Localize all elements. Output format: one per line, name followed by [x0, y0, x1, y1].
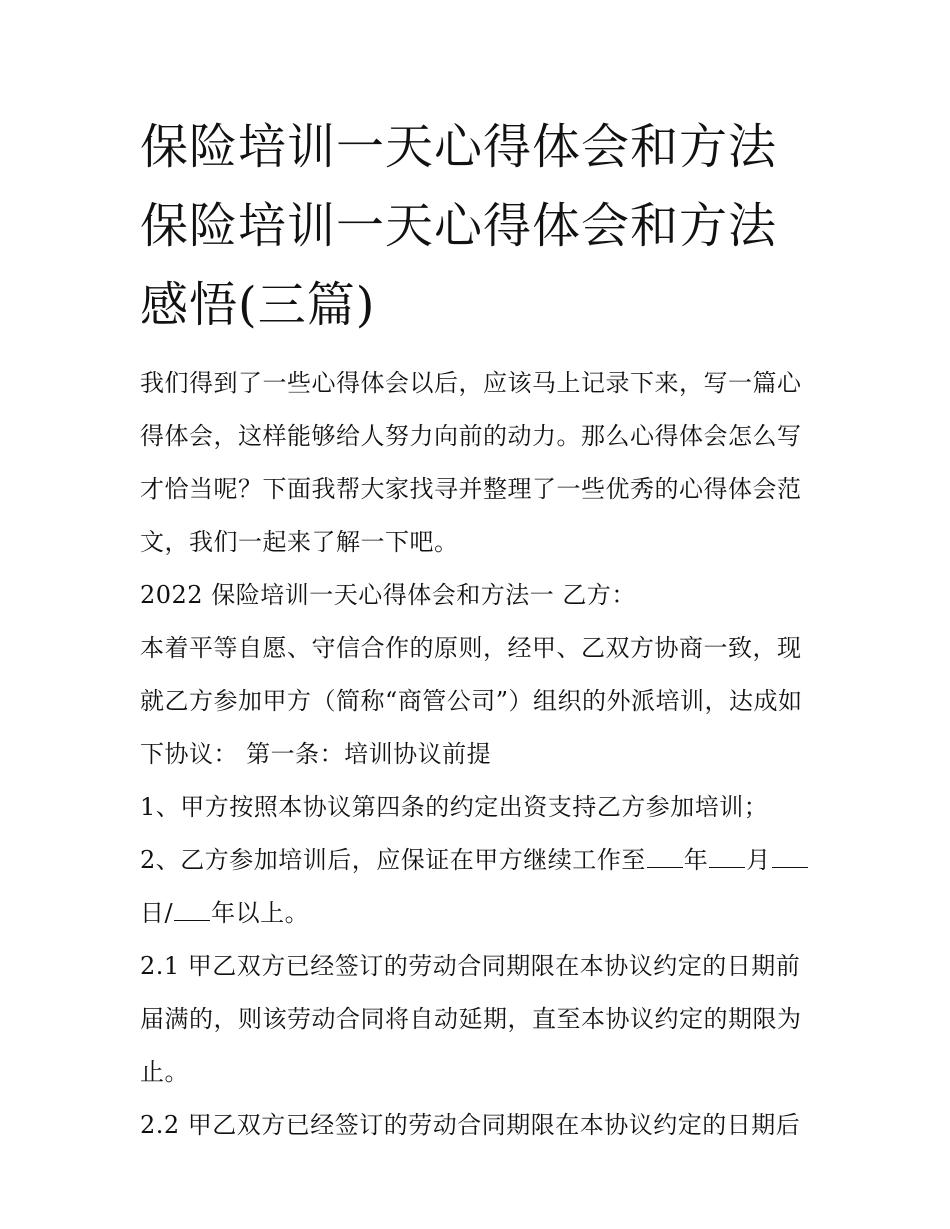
- title-line: 保险培训一天心得体会和方法: [140, 198, 778, 254]
- title-line: 感悟(三篇): [140, 277, 376, 333]
- clause-2-text: 2、乙方参加培训后，应保证在甲方继续工作至: [140, 846, 646, 874]
- clause-2-end: 年以上。: [211, 899, 310, 927]
- clause-1: 1、甲方按照本协议第四条的约定出资支持乙方参加培训；: [140, 793, 769, 821]
- document-body: [140, 108, 820, 1152]
- clause-2-2: 2.2 甲乙双方已经签订的劳动合同期限在本协议约定的日期后: [140, 1111, 801, 1139]
- blank-line: [772, 845, 808, 868]
- clause-2-1: 2.1 甲乙双方已经签订的劳动合同期限在本协议约定的日期前届满的，则该劳动合同将自动延期，直至本协议约定的期限为止。: [140, 952, 802, 1086]
- document-title: [140, 108, 820, 345]
- month-label: 月: [746, 846, 771, 874]
- title-line: 保险培训一天心得体会和方法: [140, 119, 778, 175]
- clause-2: [140, 834, 820, 940]
- intro-paragraph: 我们得到了一些心得体会以后，应该马上记录下来，写一篇心得体会，这样能够给人努力向前的动力。那么心得体会怎么写才恰当呢？下面我帮大家找寻并整理了一些优秀的心得体会范文，我们一起来了解一下吧。: [140, 369, 802, 556]
- blank-line: [709, 845, 745, 868]
- year-label: 年: [683, 846, 709, 874]
- day-label: 日/: [140, 899, 174, 927]
- paragraph-agreement-intro: 本着平等自愿、守信合作的原则，经甲、乙双方协商一致，现就乙方参加甲方（简称“商管公司”）组织的外派培训，达成如下协议： 第一条：培训协议前提: [140, 634, 803, 768]
- blank-line: [647, 845, 683, 868]
- blank-line: [174, 898, 210, 921]
- section-heading: 2022 保险培训一天心得体会和方法一 乙方：: [140, 581, 636, 609]
